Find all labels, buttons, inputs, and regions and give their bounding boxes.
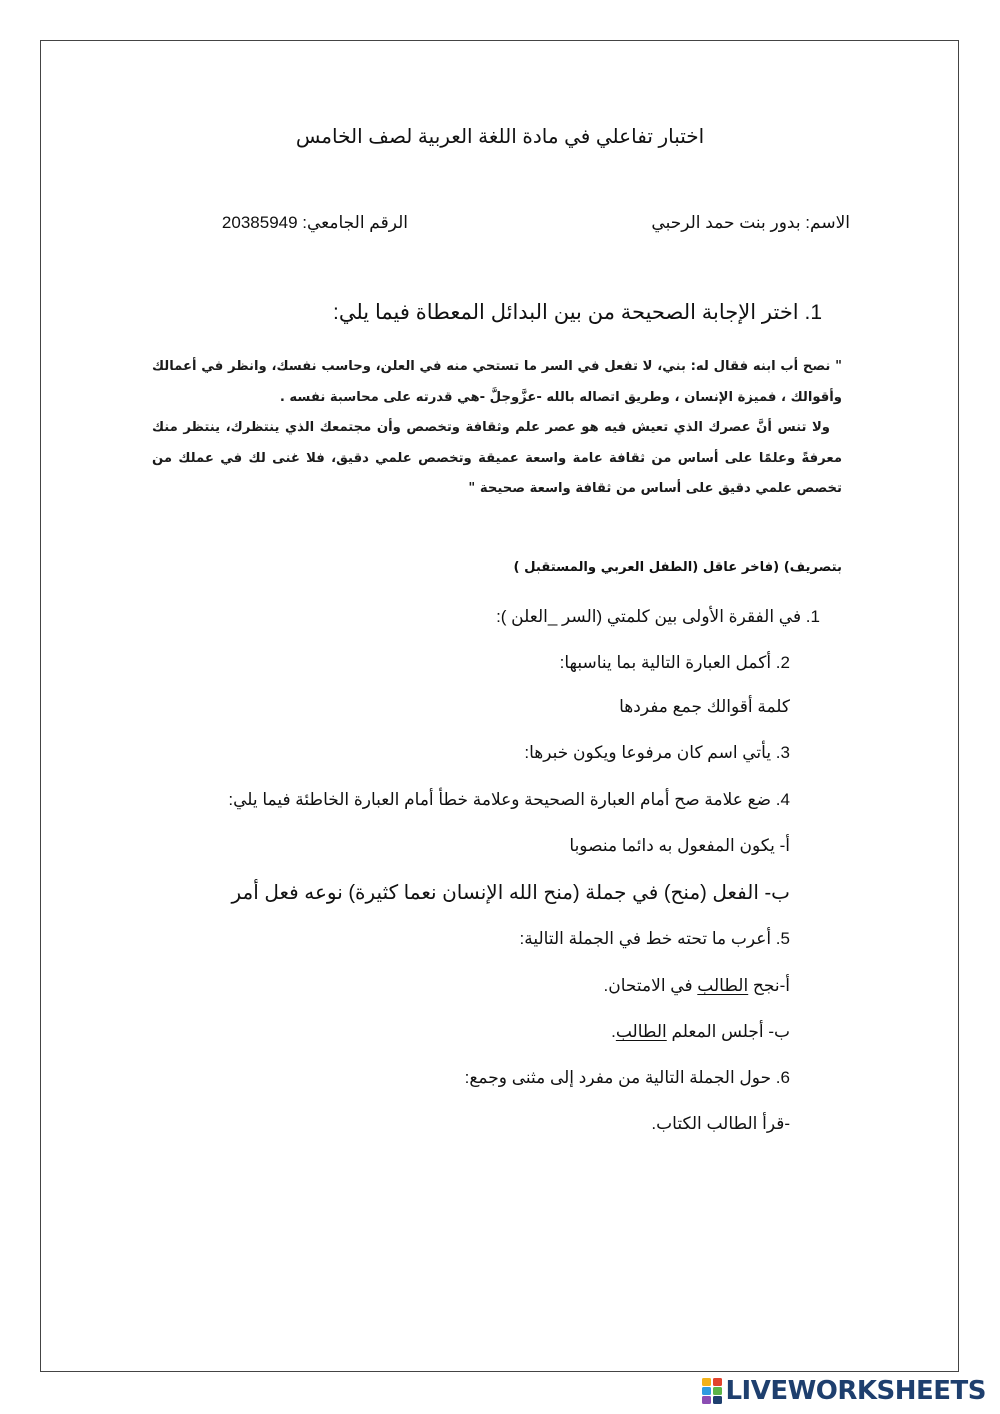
question-4: 4. ضع علامة صح أمام العبارة الصحيحة وعلامة خطأ أمام العبارة الخاطئة فيما يلي: [228, 790, 790, 809]
student-id: الرقم الجامعي: 20385949 [221, 213, 408, 232]
underlined-word: الطالب [697, 976, 749, 995]
passage-paragraph-2: ولا تنس أنَّ عصرك الذي تعيش فيه هو عصر علم وثقافة وتخصص وأن مجتمعك الذي ينتظرك، ينتظر منك معرفةً وعلمًا على أساس من ثقافة عامة واسعة عميقة وتخصص علمي دقيق، فلا غنى لك في عملك من تخصص علمي دقيق على أساس من ثقافة واسعة صحيحة " [152, 420, 842, 496]
question-6-line: -قرأ الطالب الكتاب. [651, 1114, 790, 1133]
question-2: 2. أكمل العبارة التالية بما يناسبها: [559, 653, 790, 672]
question-5-a-end: في الامتحان. [603, 976, 698, 995]
question-2-line: كلمة أقوالك جمع مفردها [619, 697, 790, 716]
question-5-a-start: أ-نجح [748, 976, 790, 995]
question-5-b [611, 1022, 790, 1042]
liveworksheets-logo-icon [702, 1378, 722, 1404]
question-6: 6. حول الجملة التالية من مفرد إلى مثنى وجمع: [464, 1068, 790, 1087]
document-title: اختبار تفاعلي في مادة اللغة العربية لصف الخامس [295, 126, 705, 148]
question-4-a: أ- يكون المفعول به دائما منصوبا [569, 836, 790, 855]
logo-text: LIVEWORKSHEETS [725, 1376, 986, 1406]
underlined-word: الطالب [615, 1022, 667, 1041]
question-1: 1. في الفقرة الأولى بين كلمتي (السر _العلن ): [496, 607, 820, 626]
main-question: 1. اختر الإجابة الصحيحة من بين البدائل المعطاة فيما يلي: [333, 301, 822, 324]
liveworksheets-logo [702, 1374, 986, 1408]
page-border [40, 40, 959, 1372]
question-5: 5. أعرب ما تحته خط في الجملة التالية: [519, 929, 790, 948]
question-3: 3. يأتي اسم كان مرفوعا ويكون خبرها: [524, 743, 790, 762]
question-5-b-end: . [611, 1022, 616, 1041]
passage-paragraph-1: " نصح أب ابنه فقال له: بني، لا تفعل في السر ما تستحي منه في العلن، وحاسب نفسك، وانظر في أعمالك وأقوالك ، فميزة الإنسان ، وطريق اتصاله بالله -عزَّوجلَّ -هي قدرته على محاسبة نفسه . [152, 359, 842, 405]
question-5-a [604, 976, 790, 996]
reading-passage [152, 352, 842, 505]
question-5-b-start: ب- أجلس المعلم [666, 1022, 790, 1041]
student-name: الاسم: بدور بنت حمد الرحبي [651, 213, 850, 232]
question-4-b: ب- الفعل (منح) في جملة (منح الله الإنسان نعما كثيرة) نوعه فعل أمر [231, 882, 790, 904]
passage-source: بتصريف) (فاخر عاقل (الطفل العربي والمستقبل ) [513, 560, 842, 575]
